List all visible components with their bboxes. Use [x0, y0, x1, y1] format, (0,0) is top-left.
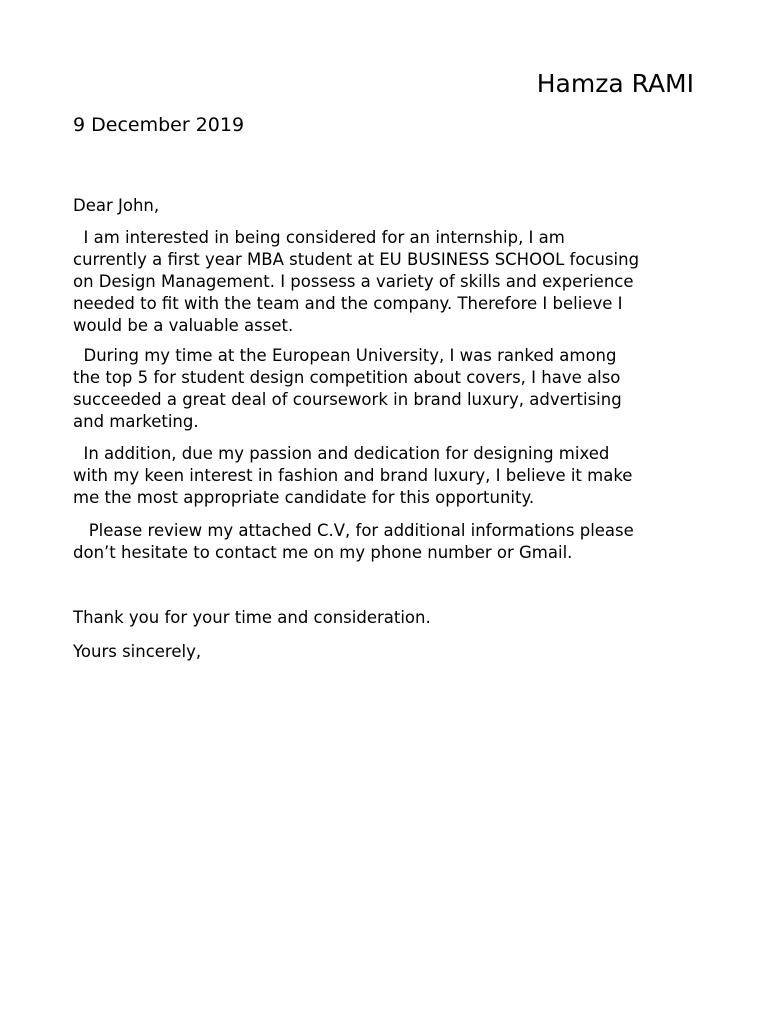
paragraph-motivation — [73, 443, 701, 509]
paragraph-line: Please review my attached C.V, for additional informations please — [73, 521, 634, 540]
paragraph-intro — [73, 227, 701, 337]
paragraph-line: the top 5 for student design competition about covers, I have also — [73, 368, 621, 387]
paragraph-line: and marketing. — [73, 412, 199, 431]
paragraph-line: with my keen interest in fashion and brand luxury, I believe it make — [73, 466, 633, 485]
thank-you-line: Thank you for your time and consideration. — [73, 608, 431, 627]
paragraph-contact — [73, 520, 701, 564]
paragraph-experience — [73, 345, 701, 433]
paragraph-line: succeeded a great deal of coursework in brand luxury, advertising — [73, 390, 622, 409]
letter-date: 9 December 2019 — [73, 114, 245, 136]
paragraph-line: needed to fit with the team and the company. Therefore I believe I — [73, 294, 623, 313]
paragraph-line: During my time at the European University, I was ranked among — [73, 346, 617, 365]
paragraph-line: would be a valuable asset. — [73, 316, 294, 335]
paragraph-line: I am interested in being considered for an internship, I am — [73, 228, 565, 247]
closing-line: Yours sincerely, — [73, 642, 202, 661]
paragraph-line: me the most appropriate candidate for this opportunity. — [73, 488, 535, 507]
paragraph-line: don’t hesitate to contact me on my phone number or Gmail. — [73, 543, 573, 562]
sender-name: Hamza RAMI — [536, 69, 694, 98]
paragraph-line: currently a first year MBA student at EU BUSINESS SCHOOL focusing — [73, 250, 640, 269]
salutation: Dear John, — [73, 196, 160, 215]
paragraph-line: In addition, due my passion and dedication for designing mixed — [73, 444, 610, 463]
paragraph-line: on Design Management. I possess a variety of skills and experience — [73, 272, 634, 291]
